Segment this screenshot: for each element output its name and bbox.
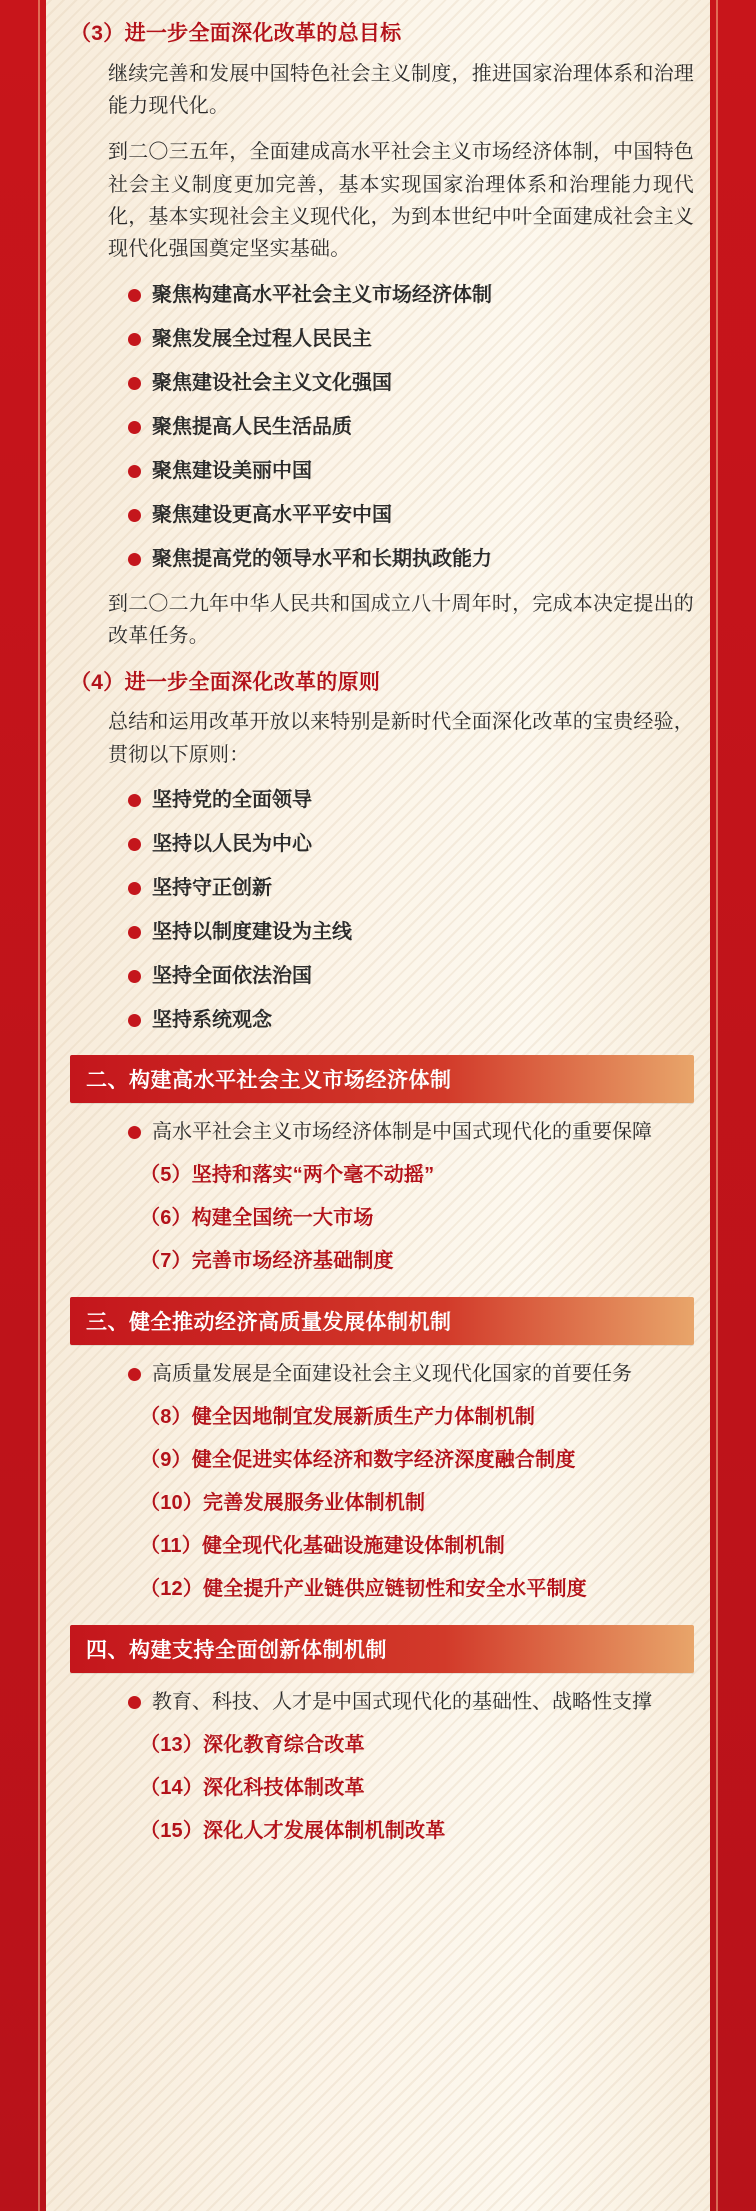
bullet-dot-icon (128, 882, 141, 895)
numbered-item: （14）深化科技体制改革 (140, 1776, 365, 1799)
list-item-label: 聚焦提高人民生活品质 (152, 415, 352, 438)
section-heading: 三、健全推动经济高质量发展体制机制 (70, 1297, 694, 1345)
list-item-label: 坚持党的全面领导 (152, 788, 312, 811)
list-item (128, 544, 694, 574)
numbered-item: （11）健全现代化基础设施建设体制机制 (140, 1534, 505, 1557)
bullet-dot-icon (128, 509, 141, 522)
list-item-label: 聚焦建设社会主义文化强国 (152, 371, 392, 394)
section-body (62, 1359, 694, 1605)
numbered-item: （9）健全促进实体经济和数字经济深度融合制度 (140, 1448, 576, 1471)
list-item (128, 829, 694, 859)
list-item-label: 聚焦提高党的领导水平和长期执政能力 (152, 547, 492, 570)
left-bar-line (38, 0, 40, 2211)
bullet-list (62, 280, 694, 574)
list-item (128, 500, 694, 530)
section-body (62, 1117, 694, 1277)
list-item-label: 坚持守正创新 (152, 876, 272, 899)
sub-heading: （3）进一步全面深化改革的总目标 (70, 22, 402, 45)
list-item-label: 坚持系统观念 (152, 1008, 272, 1031)
bullet-dot-icon (128, 289, 141, 302)
list-item (128, 280, 694, 310)
numbered-item: （6）构建全国统一大市场 (140, 1206, 374, 1229)
bullet-dot-icon (128, 421, 141, 434)
bullet-list (62, 785, 694, 1035)
list-item (128, 412, 694, 442)
section-heading: 四、构建支持全面创新体制机制 (70, 1625, 694, 1673)
numbered-item: （5）坚持和落实“两个毫不动摇” (140, 1163, 435, 1186)
sub-heading: （4）进一步全面深化改革的原则 (70, 670, 381, 694)
right-bar-line (716, 0, 718, 2211)
bullet-dot-icon (128, 553, 141, 566)
bullet-dot-icon (128, 1368, 141, 1381)
section-heading: 二、构建高水平社会主义市场经济体制 (70, 1055, 694, 1103)
list-item (128, 785, 694, 815)
section-body (62, 1687, 694, 1847)
list-item (128, 456, 694, 486)
bullet-dot-icon (128, 926, 141, 939)
numbered-item: （8）健全因地制宜发展新质生产力体制机制 (140, 1405, 536, 1428)
list-item (128, 1117, 694, 1148)
paragraph: 继续完善和发展中国特色社会主义制度，推进国家治理体系和治理能力现代化。 (108, 62, 694, 117)
list-item (128, 1359, 694, 1390)
list-item (128, 1687, 694, 1718)
bullet-dot-icon (128, 333, 141, 346)
bullet-dot-icon (128, 465, 141, 478)
left-decorative-bar (0, 0, 46, 2211)
paragraph: 到二〇三五年，全面建成高水平社会主义市场经济体制，中国特色社会主义制度更加完善，基本实现国家治理体系和治理能力现代化，基本实现社会主义现代化，为到本世纪中叶全面建成社会主义现代化强国奠定坚实基础。 (108, 141, 694, 261)
paragraph: 总结和运用改革开放以来特别是新时代全面深化改革的宝贵经验，贯彻以下原则： (108, 711, 694, 766)
list-item-label: 坚持以制度建设为主线 (152, 920, 352, 943)
bullet-dot-icon (128, 1126, 141, 1139)
bullet-dot-icon (128, 794, 141, 807)
numbered-item: （15）深化人才发展体制机制改革 (140, 1819, 446, 1842)
bullet-dot-icon (128, 1696, 141, 1709)
list-item-label: 高质量发展是全面建设社会主义现代化国家的首要任务 (152, 1362, 632, 1385)
list-item-label: 高水平社会主义市场经济体制是中国式现代化的重要保障 (152, 1120, 652, 1143)
list-item-label: 聚焦发展全过程人民民主 (152, 327, 372, 350)
numbered-item: （12）健全提升产业链供应链韧性和安全水平制度 (140, 1577, 587, 1600)
numbered-item: （10）完善发展服务业体制机制 (140, 1491, 426, 1514)
paragraph: 到二〇二九年中华人民共和国成立八十周年时，完成本决定提出的改革任务。 (108, 592, 694, 648)
list-item-label: 聚焦建设更高水平平安中国 (152, 503, 392, 526)
right-decorative-bar (710, 0, 756, 2211)
list-item (128, 368, 694, 398)
list-item (128, 917, 694, 947)
numbered-item: （7）完善市场经济基础制度 (140, 1249, 394, 1272)
list-item-label: 坚持全面依法治国 (152, 964, 312, 987)
numbered-item: （13）深化教育综合改革 (140, 1733, 365, 1756)
list-item (128, 961, 694, 991)
list-item (128, 324, 694, 354)
bullet-dot-icon (128, 970, 141, 983)
list-item-label: 聚焦建设美丽中国 (152, 459, 312, 482)
document-content (46, 0, 710, 1847)
list-item-label: 坚持以人民为中心 (152, 832, 312, 855)
list-item (128, 873, 694, 903)
bullet-dot-icon (128, 838, 141, 851)
bullet-dot-icon (128, 1014, 141, 1027)
bullet-dot-icon (128, 377, 141, 390)
list-item-label: 聚焦构建高水平社会主义市场经济体制 (152, 283, 492, 306)
list-item-label: 教育、科技、人才是中国式现代化的基础性、战略性支撑 (152, 1690, 652, 1713)
list-item (128, 1005, 694, 1035)
